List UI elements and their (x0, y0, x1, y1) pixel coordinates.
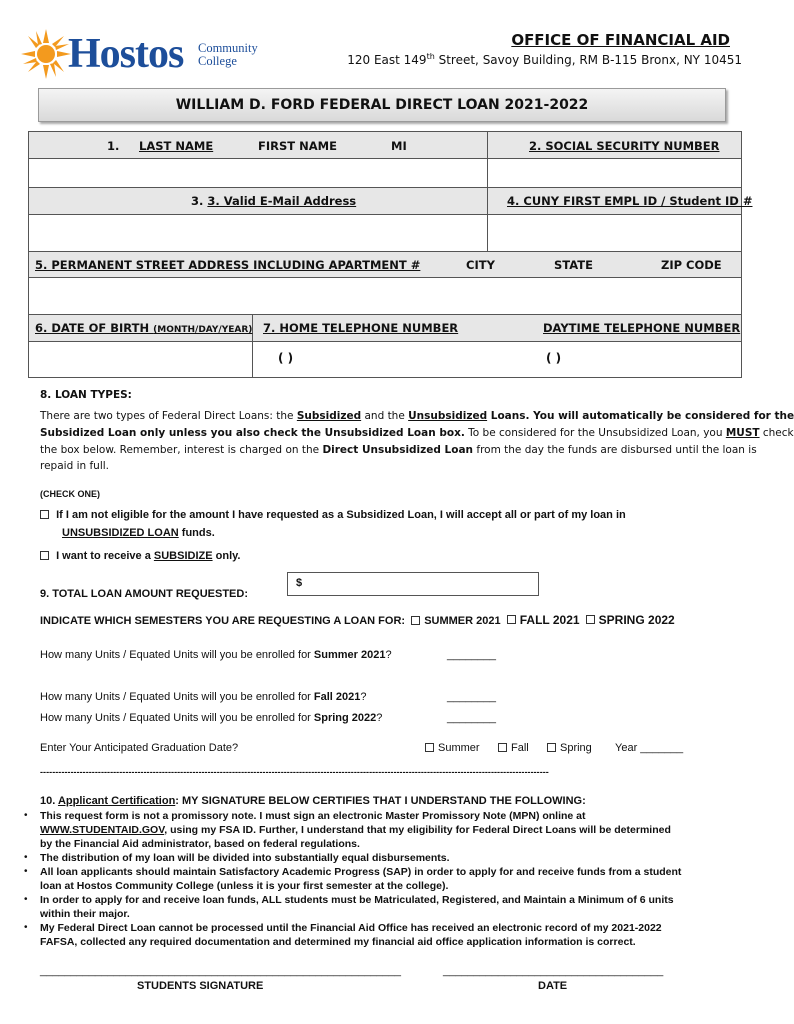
loan-types-text-1: There are two types of Federal Direct Loans: the Subsidized and the Unsubsidized Loans. You will automatically be considered for the (40, 410, 794, 422)
student-id-label: 4. CUNY FIRST EMPL ID / Student ID # (507, 194, 753, 208)
cert-item-3-line-2: loan at Hostos Community College (unless it is your first semester at the college). (40, 880, 449, 892)
college-logo (20, 28, 270, 82)
loan-types-text-3: the box below. Remember, interest is charged on the Direct Unsubsidized Loan from the day the funds are disbursed until the loan is (40, 444, 757, 456)
cert-item-5-line-2: FAFSA, collected any required documentation and determined my financial aid office application information is correct. (40, 936, 636, 948)
bullet-icon: • (24, 866, 28, 877)
units-fall-question: How many Units / Equated Units will you be enrolled for Fall 2021? (40, 691, 367, 703)
cert-item-1-line-1: This request form is not a promissory note. I must sign an electronic Master Promissory Note (MPN) online at (40, 810, 586, 822)
cert-item-2: The distribution of my loan will be divided into substantially equal disbursements. (40, 852, 450, 864)
email-field[interactable] (29, 215, 487, 251)
separator-line: ----------------------------------------------------------------------------------------------------------------------------------------------------------------------- (40, 767, 549, 777)
units-summer-field[interactable]: ________ (447, 649, 496, 661)
student-info-grid (28, 131, 753, 378)
daytime-phone-field[interactable]: ( ) (546, 351, 562, 365)
cert-item-3-line-1: All loan applicants should maintain Satisfactory Academic Progress (SAP) in order to apply for and receive funds from a student (40, 866, 682, 878)
name-field[interactable] (29, 159, 487, 187)
loan-amount-field[interactable] (287, 572, 539, 596)
certification-heading: 10. Applicant Certification: MY SIGNATURE BELOW CERTIFIES THAT I UNDERSTAND THE FOLLOWING: (40, 795, 586, 807)
semesters-row: INDICATE WHICH SEMESTERS YOU ARE REQUESTING A LOAN FOR: SUMMER 2021 FALL 2021 SPRING 2022 (40, 613, 675, 627)
zip-label: ZIP CODE (661, 258, 722, 272)
grad-spring-checkbox[interactable] (547, 743, 556, 752)
address-field[interactable] (29, 278, 742, 314)
subsidized-option[interactable]: I want to receive a SUBSIDIZE only. (40, 550, 241, 562)
logo-subtitle: Community College (198, 41, 258, 68)
dob-field[interactable] (29, 342, 252, 378)
date-label: DATE (538, 980, 568, 992)
spring-checkbox[interactable] (586, 615, 595, 624)
signature-label: STUDENTS SIGNATURE (137, 980, 264, 992)
loan-types-heading: 8. LOAN TYPES: (40, 389, 132, 401)
daytime-phone-label: DAYTIME TELEPHONE NUMBER (543, 321, 741, 335)
semester-summer-option[interactable]: SUMMER 2021 (411, 615, 500, 627)
semester-fall-option[interactable]: FALL 2021 (507, 613, 580, 627)
bullet-icon: • (24, 852, 28, 863)
cert-item-1-line-3: by the Financial Aid administrator, based on federal regulations. (40, 838, 360, 850)
subsidized-checkbox[interactable] (40, 551, 49, 560)
email-label: 3. 3. Valid E-Mail Address (191, 194, 357, 208)
loan-types-text-4: repaid in full. (40, 460, 109, 472)
unsubsidized-option-cont: UNSUBSIDIZED LOAN funds. (62, 527, 215, 539)
grad-fall-checkbox[interactable] (498, 743, 507, 752)
signature-line[interactable]: ___________________________________________________________ (40, 965, 401, 977)
cert-item-1-line-2: WWW.STUDENTAID.GOV, using my FSA ID. Further, I understand that my eligibility for Federal Direct Loans will be determined (40, 824, 671, 836)
units-spring-field[interactable]: ________ (447, 712, 496, 724)
office-address: 120 East 149th Street, Savoy Building, RM B-115 Bronx, NY 10451 (347, 52, 742, 67)
graduation-fall-option[interactable]: Fall (498, 742, 529, 754)
office-title: OFFICE OF FINANCIAL AID (511, 31, 730, 49)
total-loan-label: 9. TOTAL LOAN AMOUNT REQUESTED: (40, 588, 248, 600)
mi-label: MI (391, 139, 407, 153)
units-summer-question: How many Units / Equated Units will you be enrolled for Summer 2021? (40, 649, 392, 661)
city-label: CITY (466, 258, 495, 272)
logo-wordmark: Hostos (68, 31, 184, 77)
units-spring-question: How many Units / Equated Units will you be enrolled for Spring 2022? (40, 712, 383, 724)
first-name-label: FIRST NAME (258, 139, 337, 153)
currency-symbol: $ (296, 577, 303, 589)
grad-summer-checkbox[interactable] (425, 743, 434, 752)
bullet-icon: • (24, 894, 28, 905)
ssn-field[interactable] (488, 159, 742, 187)
summer-checkbox[interactable] (411, 616, 420, 625)
units-fall-field[interactable]: ________ (447, 691, 496, 703)
bullet-icon: • (24, 922, 28, 933)
unsubsidized-checkbox[interactable] (40, 510, 49, 519)
date-line[interactable]: ____________________________________ (443, 965, 664, 977)
graduation-summer-option[interactable]: Summer (425, 742, 480, 754)
home-phone-field[interactable]: ( ) (278, 351, 294, 365)
last-name-number: 1. (107, 139, 120, 153)
ssn-label: 2. SOCIAL SECURITY NUMBER (529, 139, 720, 153)
graduation-question: Enter Your Anticipated Graduation Date? (40, 742, 239, 754)
cert-item-4-line-1: In order to apply for and receive loan funds, ALL students must be Matriculated, Registered, and Maintain a Minimum of 6 units (40, 894, 674, 906)
student-id-field[interactable] (488, 215, 742, 251)
graduation-year-field[interactable]: Year _______ (615, 742, 684, 754)
semester-spring-option[interactable]: SPRING 2022 (586, 613, 675, 627)
sun-icon (20, 28, 72, 80)
cert-item-5-line-1: My Federal Direct Loan cannot be processed until the Financial Aid Office has received an electronic record of my 2021-2022 (40, 922, 662, 934)
dob-label: 6. DATE OF BIRTH (MONTH/DAY/YEAR) (35, 321, 253, 335)
studentaid-link[interactable]: WWW.STUDENTAID.GOV (40, 824, 165, 836)
fall-checkbox[interactable] (507, 615, 516, 624)
bullet-icon: • (24, 810, 28, 821)
last-name-label: LAST NAME (139, 139, 214, 153)
state-label: STATE (554, 258, 593, 272)
home-phone-label: 7. HOME TELEPHONE NUMBER (263, 321, 459, 335)
form-title: WILLIAM D. FORD FEDERAL DIRECT LOAN 2021-2022 (38, 88, 726, 122)
unsubsidized-option[interactable]: If I am not eligible for the amount I have requested as a Subsidized Loan, I will accept all or part of my loan in (40, 509, 626, 521)
check-one-label: (CHECK ONE) (40, 489, 100, 499)
address-label: 5. PERMANENT STREET ADDRESS INCLUDING APARTMENT # (35, 258, 421, 272)
cert-item-4-line-2: within their major. (40, 908, 130, 920)
graduation-spring-option[interactable]: Spring (547, 742, 592, 754)
loan-types-text-2: Subsidized Loan only unless you also check the Unsubsidized Loan box. To be considered for the Unsubsidized Loan, you MUST check (40, 427, 794, 439)
